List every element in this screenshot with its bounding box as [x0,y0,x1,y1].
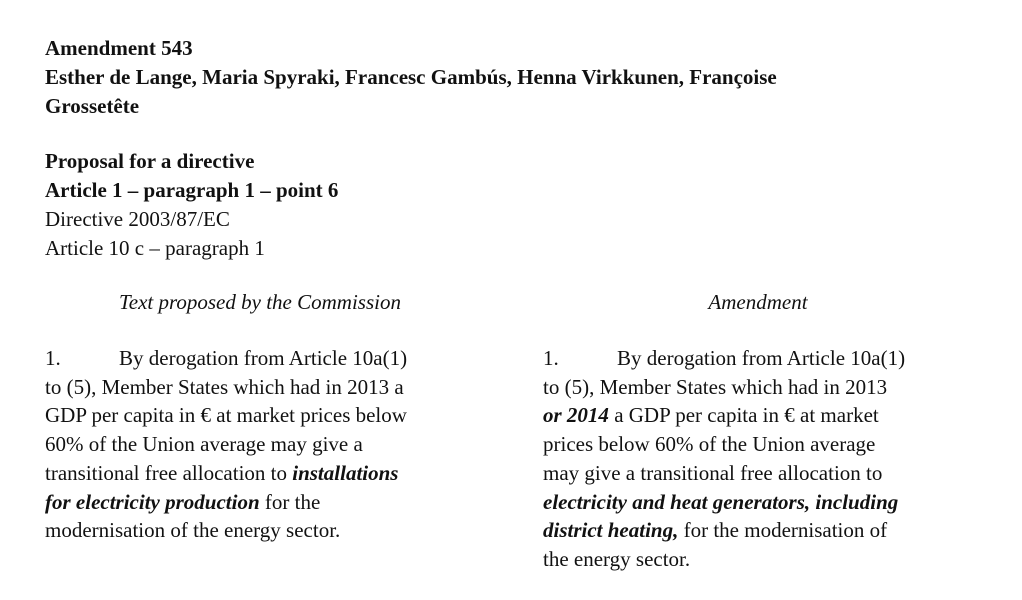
text-fragment: By derogation from Article 10a(1) [119,346,408,370]
text-fragment: By derogation from Article 10a(1) [617,346,906,370]
proposal-type: Proposal for a directive [45,149,255,173]
emphasized-text: or 2014 [543,403,609,428]
commission-text-column [45,344,485,545]
emphasized-text: for electricity production [45,489,260,514]
emphasized-text: district heating, [543,518,679,543]
spacer [45,121,975,147]
authors-line-1: Esther de Lange, Maria Spyraki, Francesc Gambús, Henna Virkkunen, Françoise [45,65,777,89]
left-column-heading: Text proposed by the Commission [119,290,401,314]
text-line [45,344,485,373]
article-reference: Article 1 – paragraph 1 – point 6 [45,178,339,202]
text-line [543,344,983,373]
text-line: to (5), Member States which had in 2013 a [45,374,404,399]
amendment-text-column [543,344,983,574]
text-line: 60% of the Union average may give a [45,432,363,457]
text-line: to (5), Member States which had in 2013 [543,374,888,399]
amendment-number: Amendment 543 [45,36,193,60]
text-fragment: for the modernisation of [678,518,888,543]
text-fragment: a GDP per capita in € at market [608,403,879,428]
text-line: prices below 60% of the Union average [543,432,876,457]
paragraph-number: 1. [543,346,559,370]
text-fragment: for the [259,489,321,514]
emphasized-text: installations [292,460,399,485]
text-line: GDP per capita in € at market prices below [45,403,407,428]
text-line: may give a transitional free allocation to [543,460,883,485]
paragraph-number: 1. [45,346,61,370]
text-line [45,488,485,517]
directive-reference: Directive 2003/87/EC [45,207,230,231]
text-line [543,401,983,430]
text-line [45,459,485,488]
sub-article-reference: Article 10 c – paragraph 1 [45,236,265,260]
text-line: modernisation of the energy sector. [45,518,341,543]
emphasized-text: electricity and heat generators, including [543,489,899,514]
right-column-heading: Amendment [708,290,808,314]
document-header [45,34,975,263]
text-line: the energy sector. [543,546,691,571]
text-fragment: transitional free allocation to [45,460,293,485]
text-line [543,516,983,545]
authors-line-2: Grossetête [45,94,140,118]
